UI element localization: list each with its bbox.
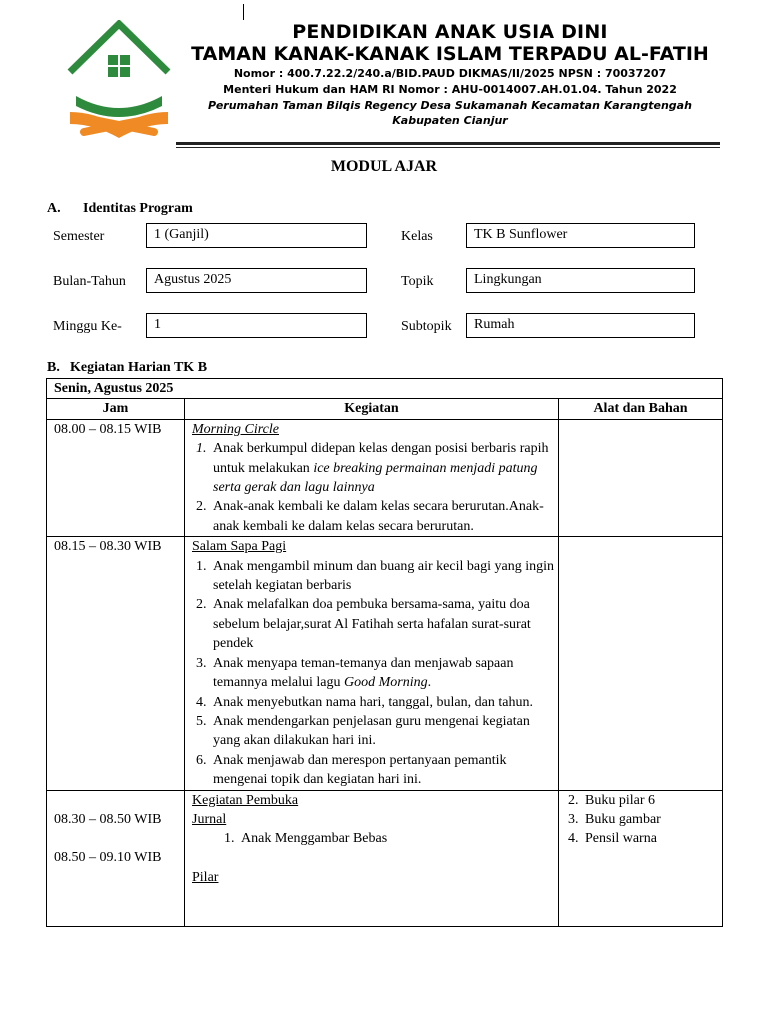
col-alat: Alat dan Bahan bbox=[559, 399, 723, 419]
header-line-5: Perumahan Taman Bilqis Regency Desa Sukamanah Kecamatan Karangtengah bbox=[208, 99, 692, 112]
jurnal-heading: Jurnal bbox=[192, 811, 227, 827]
header-line-6: Kabupaten Cianjur bbox=[392, 114, 508, 127]
list-item: 1. Anak mengambil minum dan buang air kecil bagi yang ingin setelah kegiatan berbaris bbox=[210, 557, 558, 596]
list-item: 2. Anak melafalkan doa pembuka bersama-sama, yaitu doa sebelum belajar,surat Al Fatihah serta hafalan surat-surat pendek bbox=[210, 595, 558, 653]
list-item: 2. Anak-anak kembali ke dalam kelas secara berurutan.Anak-anak kembali ke dalam kelas secara berurutan. bbox=[210, 497, 558, 536]
section-b-title: Kegiatan Harian TK B bbox=[70, 360, 208, 375]
list-item bbox=[210, 439, 558, 497]
header-line-3: Nomor : 400.7.22.2/240.a/BID.PAUD DIKMAS/II/2025 NPSN : 70037207 bbox=[233, 67, 667, 80]
bulan-tahun-field: Agustus 2025 bbox=[146, 268, 367, 293]
minggu-label: Minggu Ke- bbox=[53, 319, 122, 334]
activity-list bbox=[192, 557, 558, 790]
list-item: 5. Anak mendengarkan penjelasan guru mengenai kegiatan yang akan dilakukan hari ini. bbox=[210, 712, 558, 751]
list-item-end: . bbox=[427, 675, 432, 691]
kegiatan-cell bbox=[185, 790, 559, 926]
table-row bbox=[47, 537, 723, 790]
list-item: 6. Anak menjawab dan merespon pertanyaan pemantik mengenai topik dan kegiatan hari ini. bbox=[210, 751, 558, 790]
list-item-text: Anak menyapa teman-temanya dan menjawab sapaan temannya melalui lagu bbox=[213, 655, 514, 691]
header-line-1: PENDIDIKAN ANAK USIA DINI bbox=[292, 21, 608, 43]
col-jam: Jam bbox=[47, 399, 185, 419]
list-item-italic: Good Morning bbox=[344, 675, 428, 691]
list-item-text: Anak berkumpul didepan kelas dengan posisi berbaris rapih untuk melakukan bbox=[213, 441, 549, 476]
list-item: 1. Anak Menggambar Bebas bbox=[238, 829, 558, 848]
jam-pilar: 08.50 – 09.10 WIB bbox=[54, 849, 162, 865]
pilar-heading: Pilar bbox=[192, 869, 219, 885]
jam-cell bbox=[47, 790, 185, 926]
list-item: 2. Buku pilar 6 bbox=[582, 791, 722, 810]
alat-cell bbox=[559, 419, 723, 536]
subtopik-field: Rumah bbox=[466, 313, 695, 338]
header-line-2: TAMAN KANAK-KANAK ISLAM TERPADU AL-FATIH bbox=[191, 43, 709, 65]
alat-cell bbox=[559, 537, 723, 790]
day-cell: Senin, Agustus 2025 bbox=[47, 379, 723, 399]
kelas-field: TK B Sunflower bbox=[466, 223, 695, 248]
table-header-row bbox=[47, 399, 723, 419]
kegiatan-cell bbox=[185, 419, 559, 536]
alat-list bbox=[566, 791, 722, 849]
kegiatan-cell bbox=[185, 537, 559, 790]
activity-heading: Kegiatan Pembuka bbox=[192, 792, 299, 808]
section-b-letter: B. bbox=[47, 360, 60, 375]
header-rule-thin bbox=[176, 147, 720, 148]
kelas-label: Kelas bbox=[401, 229, 433, 244]
jam-jurnal: 08.30 – 08.50 WIB bbox=[54, 811, 162, 827]
topik-field: Lingkungan bbox=[466, 268, 695, 293]
section-a-title: Identitas Program bbox=[83, 201, 193, 216]
table-row bbox=[47, 419, 723, 536]
activity-list bbox=[192, 439, 558, 536]
day-row bbox=[47, 379, 723, 399]
semester-label: Semester bbox=[53, 229, 105, 244]
col-kegiatan: Kegiatan bbox=[185, 399, 559, 419]
jurnal-list bbox=[192, 829, 558, 848]
subtopik-label: Subtopik bbox=[401, 319, 452, 334]
bulan-tahun-label: Bulan-Tahun bbox=[53, 274, 126, 289]
activity-heading: Salam Sapa Pagi bbox=[192, 539, 287, 555]
header-rule-thick bbox=[176, 142, 720, 145]
list-item: 4. Pensil warna bbox=[582, 829, 722, 848]
jam-cell: 08.00 – 08.15 WIB bbox=[47, 419, 185, 536]
activity-heading: Morning Circle bbox=[192, 421, 279, 437]
list-item: 4. Anak menyebutkan nama hari, tanggal, bulan, dan tahun. bbox=[210, 693, 558, 712]
school-logo-icon bbox=[64, 20, 174, 140]
page-top-mark bbox=[243, 4, 244, 20]
header-line-4: Menteri Hukum dan HAM RI Nomor : AHU-0014007.AH.01.04. Tahun 2022 bbox=[223, 83, 677, 96]
jam-cell: 08.15 – 08.30 WIB bbox=[47, 537, 185, 790]
list-item: 3. Buku gambar bbox=[582, 810, 722, 829]
topik-label: Topik bbox=[401, 274, 434, 289]
section-a-letter: A. bbox=[47, 201, 61, 216]
page-title: MODUL AJAR bbox=[330, 158, 438, 175]
semester-field: 1 (Ganjil) bbox=[146, 223, 367, 248]
list-item bbox=[210, 654, 558, 693]
alat-cell bbox=[559, 790, 723, 926]
schedule-table bbox=[46, 378, 723, 927]
minggu-field: 1 bbox=[146, 313, 367, 338]
list-item-italic: ice breaking permainan menjadi patung serta gerak dan lagu lainnya bbox=[213, 460, 538, 496]
table-row bbox=[47, 790, 723, 926]
